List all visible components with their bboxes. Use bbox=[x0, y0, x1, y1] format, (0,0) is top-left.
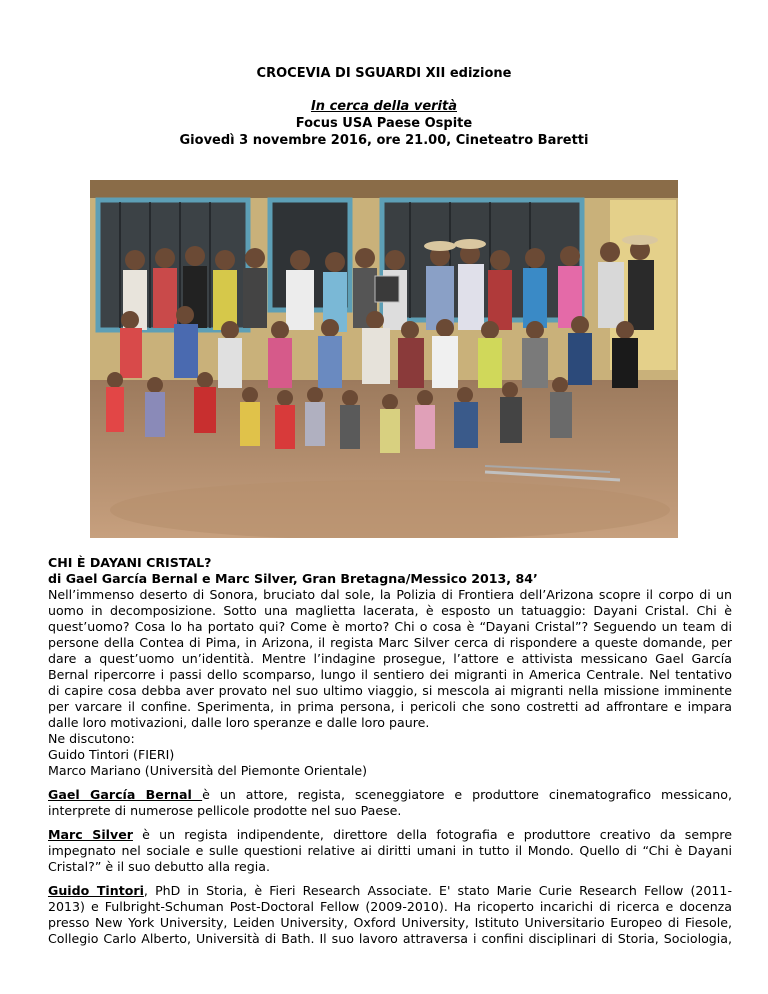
synopsis-line: di capire cosa debba aver provato nel suo ultimo viaggio, si mescola ai migranti nella missione imminente bbox=[48, 683, 732, 698]
film-synopsis bbox=[48, 587, 732, 731]
bio-text: Collegio Carlo Alberto, Università di Bath. Il suo lavoro attraversa i confini disciplinari di Storia, Sociologia, bbox=[48, 931, 732, 946]
synopsis-line: per varcare il confine. Sperimenta, in prima persona, i pericoli che sono costretti ad affrontare e impara bbox=[48, 699, 732, 714]
synopsis-line: dare a quest’uomo un’identità. Mentre l’indagine prosegue, l’attore e attivista messicano Gael García bbox=[48, 651, 732, 666]
focus-line: Focus USA Paese Ospite bbox=[295, 116, 473, 131]
bio-name: Gael García Bernal bbox=[48, 787, 203, 802]
bio-silver bbox=[48, 827, 732, 875]
film-credits: di Gael García Bernal e Marc Silver, Gran Bretagna/Messico 2013, 84’ bbox=[48, 571, 538, 586]
film-title: CHI È DAYANI CRISTAL? bbox=[48, 555, 212, 570]
bio-text: Cristal?” è il suo debutto alla regia. bbox=[48, 859, 271, 874]
bio-text: interprete di numerose pellicole prodotte nel suo Paese. bbox=[48, 803, 402, 818]
synopsis-line: quest’uomo? Cosa lo ha portato qui? Come è morto? Chi o cosa è “Dayani Cristal”? Seguendo un team di bbox=[48, 619, 732, 634]
synopsis-line: Bernal ripercorre i passi dello scomparso, lungo il sentiero dei migranti in America Centrale. Nel tentativo bbox=[48, 667, 732, 682]
date-place-line: Giovedì 3 novembre 2016, ore 21.00, Cineteatro Baretti bbox=[179, 133, 589, 148]
synopsis-line: uomo in decomposizione. Sotto una maglietta lacerata, è esposto un tatuaggio: Dayani Cristal. Chi è bbox=[48, 603, 732, 618]
speaker-item: Guido Tintori (FIERI) bbox=[48, 747, 175, 762]
synopsis-line: dalle loro motivazioni, dalle loro speranze e dalle loro paure. bbox=[48, 715, 430, 730]
synopsis-line: Nell’immenso deserto di Sonora, bruciato dal sole, la Polizia di Frontiera dell’Arizona scopre il corpo di un bbox=[48, 587, 732, 602]
synopsis-line: persone della Contea di Pima, in Arizona, il regista Marc Silver cerca di rispondere a queste domande, per bbox=[48, 635, 732, 650]
bio-name: Marc Silver bbox=[48, 827, 133, 842]
bio-text: , PhD in Storia, è Fieri Research Associate. E' stato Marie Curie Research Fellow (2011- bbox=[143, 883, 732, 898]
discussion-intro: Ne discutono: bbox=[48, 731, 135, 746]
bio-text: è un regista indipendente, direttore della fotografia e produttore creativo da sempre bbox=[132, 827, 732, 842]
theme-title: In cerca della verità bbox=[310, 99, 458, 114]
film-section bbox=[48, 555, 732, 731]
bio-text: 2013) e Fulbright-Schuman Post-Doctoral Fellow (2009-2010). Ha ricoperto incarichi di ricerca e docenza bbox=[48, 899, 732, 914]
event-title: CROCEVIA DI SGUARDI XII edizione bbox=[256, 66, 512, 81]
bio-text: è un attore, regista, sceneggiatore e produttore cinematografico messicano, bbox=[202, 787, 732, 802]
bio-text: presso New York University, Leiden University, Oxford University, Istituto Universitario Europeo di Fiesole, bbox=[48, 915, 732, 930]
bio-text: impegnato nel sociale e sulle questioni relative ai diritti umani in tutto il Mondo. Quello di “Chi è Dayani bbox=[48, 843, 732, 858]
discussion-section bbox=[48, 731, 732, 779]
speaker-item: Marco Mariano (Università del Piemonte Orientale) bbox=[48, 763, 368, 778]
group-photo bbox=[90, 180, 678, 538]
bio-tintori bbox=[48, 883, 732, 947]
bio-bernal bbox=[48, 787, 732, 819]
bio-name: Guido Tintori bbox=[48, 883, 144, 898]
